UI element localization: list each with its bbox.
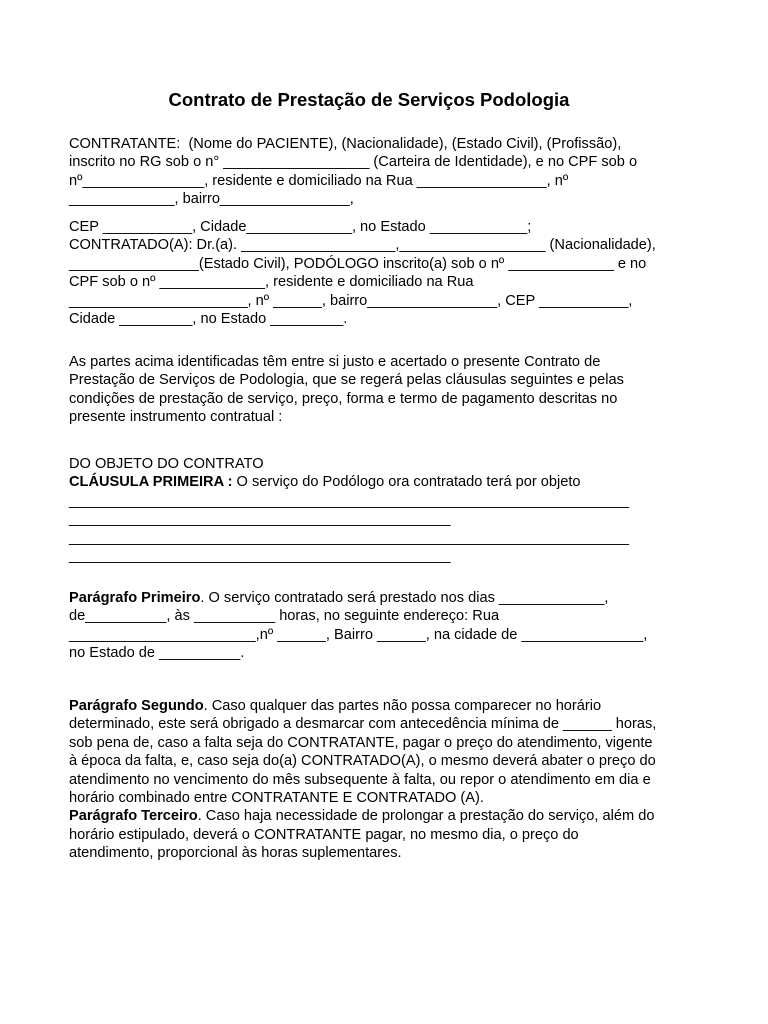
contratado-line: ______________________, nº ______, bairro________________, CEP ___________, bbox=[69, 292, 633, 309]
paragrafo-segundo-line: horário combinado entre CONTRATANTE E CONTRATADO (A). bbox=[69, 789, 484, 806]
paragrafo-terceiro-first-line bbox=[69, 807, 709, 825]
paragrafo-primeiro-label: Parágrafo Primeiro bbox=[69, 590, 201, 606]
paragrafo-terceiro-line: horário estipulado, deverá o CONTRATANTE pagar, no mesmo dia, o preço do bbox=[69, 826, 579, 843]
contratado-line: CPF sob o nº _____________, residente e domiciliado na Rua bbox=[69, 274, 474, 291]
intro-line: condições de prestação de serviço, preço, forma e termo de pagamento descritas no bbox=[69, 390, 618, 407]
clausula-primeira-text: O serviço do Podólogo ora contratado terá por objeto bbox=[232, 474, 581, 491]
contratado-line: CONTRATADO(A): Dr.(a). ___________________,__________________ (Nacionalidade), bbox=[69, 237, 656, 254]
intro-paragraph bbox=[69, 353, 709, 427]
contratado-line: CEP ___________, Cidade_____________, no Estado ____________; bbox=[69, 219, 532, 235]
contratante-line: _____________, bairro________________, bbox=[69, 191, 354, 208]
intro-line: presente instrumento contratual : bbox=[69, 409, 283, 426]
contratado-line: Cidade _________, no Estado _________. bbox=[69, 310, 348, 327]
parties-section bbox=[69, 135, 709, 209]
paragrafo-segundo-line: determinado, este será obrigado a desmarcar com antecedência mínima de ______ horas, bbox=[69, 716, 657, 733]
paragrafo-segundo-label: Parágrafo Segundo bbox=[69, 698, 204, 714]
paragrafo-segundo-line: à época da falta, e, caso seja do(a) CONTRATADO(A), o mesmo deverá abater o preço do bbox=[69, 753, 656, 770]
paragrafo-terceiro-text: . Caso haja necessidade de prolongar a prestação do serviço, além do bbox=[197, 808, 655, 825]
paragrafo-terceiro-label: Parágrafo Terceiro bbox=[69, 808, 198, 825]
paragrafo-segundo-line: atendimento no vencimento do mês subsequente à falta, ou repor o atendimento em dia e bbox=[69, 771, 651, 788]
intro-line: As partes acima identificadas têm entre si justo e acertado o presente Contrato de bbox=[69, 354, 601, 370]
paragrafo-segundo-line: sob pena de, caso a falta seja do CONTRATANTE, pagar o preço do atendimento, vigente bbox=[69, 734, 653, 751]
objeto-blank-line: _____________________________________________________________________ bbox=[69, 529, 630, 546]
paragrafo-primeiro-text: . O serviço contratado será prestado nos dias _____________, bbox=[200, 590, 609, 606]
paragrafo-segundo-text: . Caso qualquer das partes não possa comparecer no horário bbox=[203, 698, 602, 714]
contratado-section bbox=[69, 218, 709, 328]
paragrafo-terceiro-line: atendimento, proporcional às horas suplementares. bbox=[69, 845, 402, 862]
objeto-heading: DO OBJETO DO CONTRATO bbox=[69, 456, 264, 472]
objeto-blank-line: _______________________________________________ bbox=[69, 511, 451, 528]
paragrafo-primeiro-line: _______________________,nº ______, Bairro ______, na cidade de _______________, bbox=[69, 626, 648, 643]
paragrafo-primeiro-line: de__________, às __________ horas, no seguinte endereço: Rua bbox=[69, 608, 500, 625]
contratante-line: nº_______________, residente e domiciliado na Rua ________________, nº bbox=[69, 172, 569, 189]
paragrafo-segundo-first-line bbox=[69, 697, 709, 715]
paragrafo-primeiro-first-line bbox=[69, 589, 709, 607]
objeto-blank-line: _______________________________________________ bbox=[69, 547, 451, 564]
objeto-section bbox=[69, 455, 709, 565]
contratante-line: CONTRATANTE: (Nome do PACIENTE), (Nacionalidade), (Estado Civil), (Profissão), bbox=[69, 136, 622, 152]
contratante-line: inscrito no RG sob o n° __________________ (Carteira de Identidade), e no CPF sob o bbox=[69, 154, 638, 171]
clausula-primeira bbox=[69, 473, 709, 491]
paragrafo-primeiro-line: no Estado de __________. bbox=[69, 645, 245, 662]
clausula-primeira-label: CLÁUSULA PRIMEIRA : bbox=[69, 474, 233, 491]
paragrafo-segundo bbox=[69, 697, 709, 863]
document-title: Contrato de Prestação de Serviços Podologia bbox=[168, 89, 570, 110]
objeto-blank-line: _____________________________________________________________________ bbox=[69, 492, 630, 509]
intro-line: Prestação de Serviços de Podologia, que se regerá pelas cláusulas seguintes e pelas bbox=[69, 372, 624, 389]
paragrafo-primeiro bbox=[69, 589, 709, 663]
contratado-line: ________________(Estado Civil), PODÓLOGO inscrito(a) sob o nº _____________ e no bbox=[69, 255, 647, 272]
